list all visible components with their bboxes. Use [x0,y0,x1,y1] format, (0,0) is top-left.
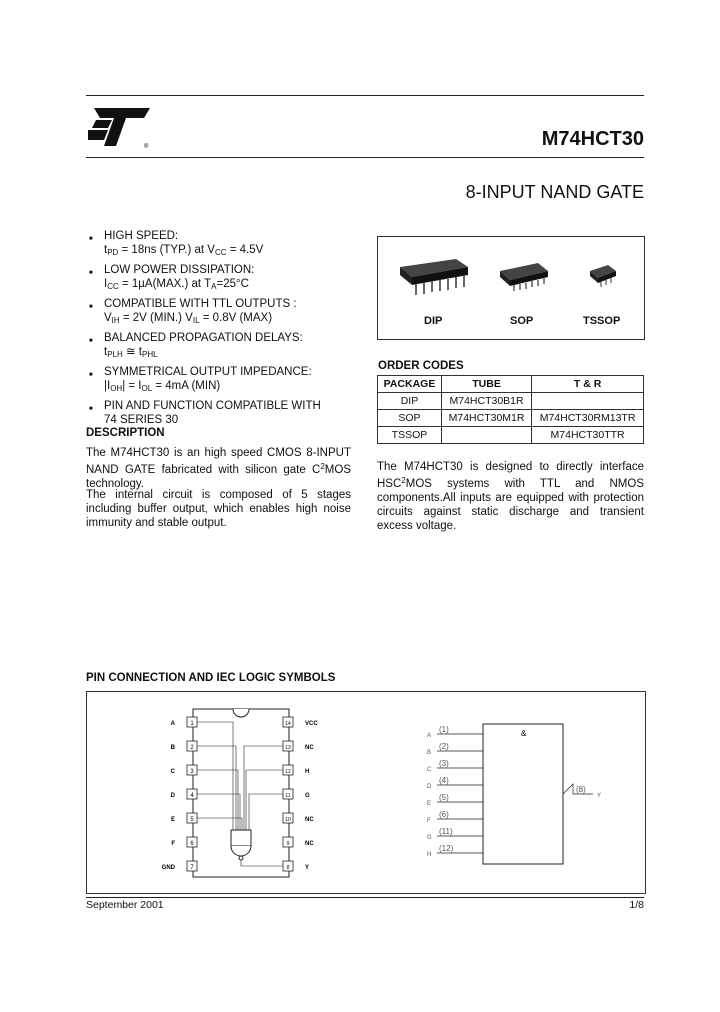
pin-number: 13 [285,745,291,751]
table-cell: M74HCT30M1R [441,410,531,427]
footer-date: September 2001 [86,899,164,911]
feature-item [86,399,366,427]
pin-section-title: PIN CONNECTION AND IEC LOGIC SYMBOLS [86,672,336,684]
pin-label: NC [305,817,314,823]
table-header-cell: PACKAGE [378,376,442,393]
footer-page: 1/8 [629,899,644,911]
pin-label: B [170,745,175,751]
pin-label: GND [161,865,175,871]
table-cell: TSSOP [378,427,442,444]
iec-input-label: C [427,767,432,773]
bullet-icon: ■ [89,270,93,276]
iec-input-label: F [427,818,431,824]
nand-gate-icon [231,830,251,846]
dip-package-icon [400,259,468,295]
feature-detail: 74 SERIES 30 [104,414,179,426]
table-cell: SOP [378,410,442,427]
iec-input-pin: (12) [439,844,454,853]
feature-item [86,297,366,328]
order-codes-title: ORDER CODES [378,360,464,372]
svg-text:®: ® [144,144,149,150]
iec-input-pin: (3) [439,759,449,768]
dip-notch [233,709,249,717]
top-rule [86,95,644,96]
table-cell: M74HCT30TTR [532,427,644,444]
table-header-cell: TUBE [441,376,531,393]
table-cell: DIP [378,393,442,410]
iec-input-label: H [427,852,432,858]
feature-heading: BALANCED PROPAGATION DELAYS: [104,332,303,344]
description-title: DESCRIPTION [86,427,165,439]
bullet-icon: ■ [89,372,93,378]
pin-label: NC [305,745,314,751]
description-paragraph-1: The M74HCT30 is an high speed CMOS 8-INPUT NAND GATE fabricated with silicon gate $C^2MOS$ technology. [86,447,351,490]
feature-detail: $I_{CC} = 1\mu A(MAX.)$ at $T_A=25^\circ C$ [104,278,249,291]
wire [197,770,238,830]
pin-label: F [171,841,175,847]
pin-label: A [170,721,175,727]
pin-number: 6 [190,841,194,847]
pin-label: D [170,793,175,799]
table-row [378,427,644,444]
feature-detail: $t_{PLH}$ ≅ $t_{PHL}$ [104,346,158,359]
tssop-package-icon [590,265,616,287]
pin-number: 14 [285,721,291,727]
table-cell: M74HCT30B1R [441,393,531,410]
page-subtitle: 8-INPUT NAND GATE [465,182,644,202]
feature-heading: HIGH SPEED: [104,230,179,242]
wire [241,860,283,866]
part-number: M74HCT30 [541,128,644,150]
bullet-icon: ■ [89,236,93,242]
order-codes-table [377,375,644,444]
iec-input-pin: (5) [439,793,449,802]
iec-input-pin: (6) [439,810,449,819]
wire [246,770,283,830]
pin-number: 8 [286,865,290,871]
feature-detail: $V_{IH} = 2V$ (MIN.) $V_{IL} = 0.8V$ (MAX) [104,312,273,325]
wire [249,794,283,830]
feature-detail: $|I_{OH}| = I_{OL} = 4mA$ (MIN) [104,380,221,393]
iec-input-pin: (2) [439,742,449,751]
wire [197,722,233,830]
feature-detail: $t_{PD} = 18ns$ (TYP.) at $V_{CC} = 4.5V$ [104,244,264,257]
iec-input-pin: (11) [439,827,453,836]
feature-heading: PIN AND FUNCTION COMPATIBLE WITH [104,400,321,412]
pin-label: VCC [305,721,318,727]
table-row [378,393,644,410]
st-logo [86,106,154,150]
iec-input-label: D [427,784,432,790]
pin-number: 12 [285,769,291,775]
pin-number: 9 [286,841,290,847]
iec-output-label: Y [597,793,602,799]
iec-input-label: E [427,801,432,807]
iec-and-label: & [521,729,527,738]
pin-number: 2 [190,745,194,751]
dip-label: DIP [424,315,443,327]
pin-label: NC [305,841,314,847]
pin-number: 7 [190,865,194,871]
pin-label: G [305,793,310,799]
nand-gate-arc [231,846,251,856]
header-rule [86,157,644,158]
pin-number: 3 [190,769,194,775]
wire [197,746,236,830]
iec-input-pin: (4) [439,776,449,785]
feature-heading: LOW POWER DISSIPATION: [104,264,255,276]
package-images [377,236,645,340]
pin-diagrams [87,692,645,893]
table-header-cell: T & R [532,376,644,393]
bullet-icon: ■ [89,338,93,344]
description-paragraph-3: The M74HCT30 is designed to directly interface HSC$^2$MOS systems with TTL and NMOS components.All inputs are equipped with protection circuits against static discharge and transient excess voltage. [377,461,644,532]
table-row [378,410,644,427]
pin-figure-box [86,691,646,894]
iec-input-label: B [427,750,432,756]
wire [197,794,240,830]
feature-heading: COMPATIBLE WITH TTL OUTPUTS : [104,298,297,310]
pin-label: Y [305,865,310,871]
bullet-icon: ■ [89,406,93,412]
feature-item [86,263,366,294]
nand-bubble [239,856,243,860]
feature-item [86,365,366,396]
bullet-icon: ■ [89,304,93,310]
table-cell [441,427,531,444]
pin-label: E [170,817,175,823]
tssop-label: TSSOP [583,315,621,327]
feature-list [86,229,366,430]
pin-number: 11 [285,793,291,799]
sop-label: SOP [510,315,534,327]
description-paragraph-2: The internal circuit is composed of 5 stages including buffer output, which enables high noise immunity and stable output. [86,489,351,529]
table-cell: M74HCT30RM13TR [532,410,644,427]
iec-output-pin: (8) [576,785,586,794]
pin-number: 4 [190,793,194,799]
feature-item [86,331,366,362]
pin-label: H [305,769,310,775]
wire [197,818,242,830]
feature-item [86,229,366,260]
pin-number: 1 [190,721,194,727]
iec-input-label: A [427,733,432,739]
footer-rule [86,897,644,898]
iec-input-label: G [427,835,432,841]
pin-label: C [170,769,175,775]
table-cell [532,393,644,410]
wire [244,746,283,830]
feature-heading: SYMMETRICAL OUTPUT IMPEDANCE: [104,366,312,378]
pin-number: 5 [190,817,194,823]
iec-symbol-box [483,724,563,864]
sop-package-icon [500,263,548,291]
pin-number: 10 [285,817,291,823]
iec-input-pin: (1) [439,725,449,734]
